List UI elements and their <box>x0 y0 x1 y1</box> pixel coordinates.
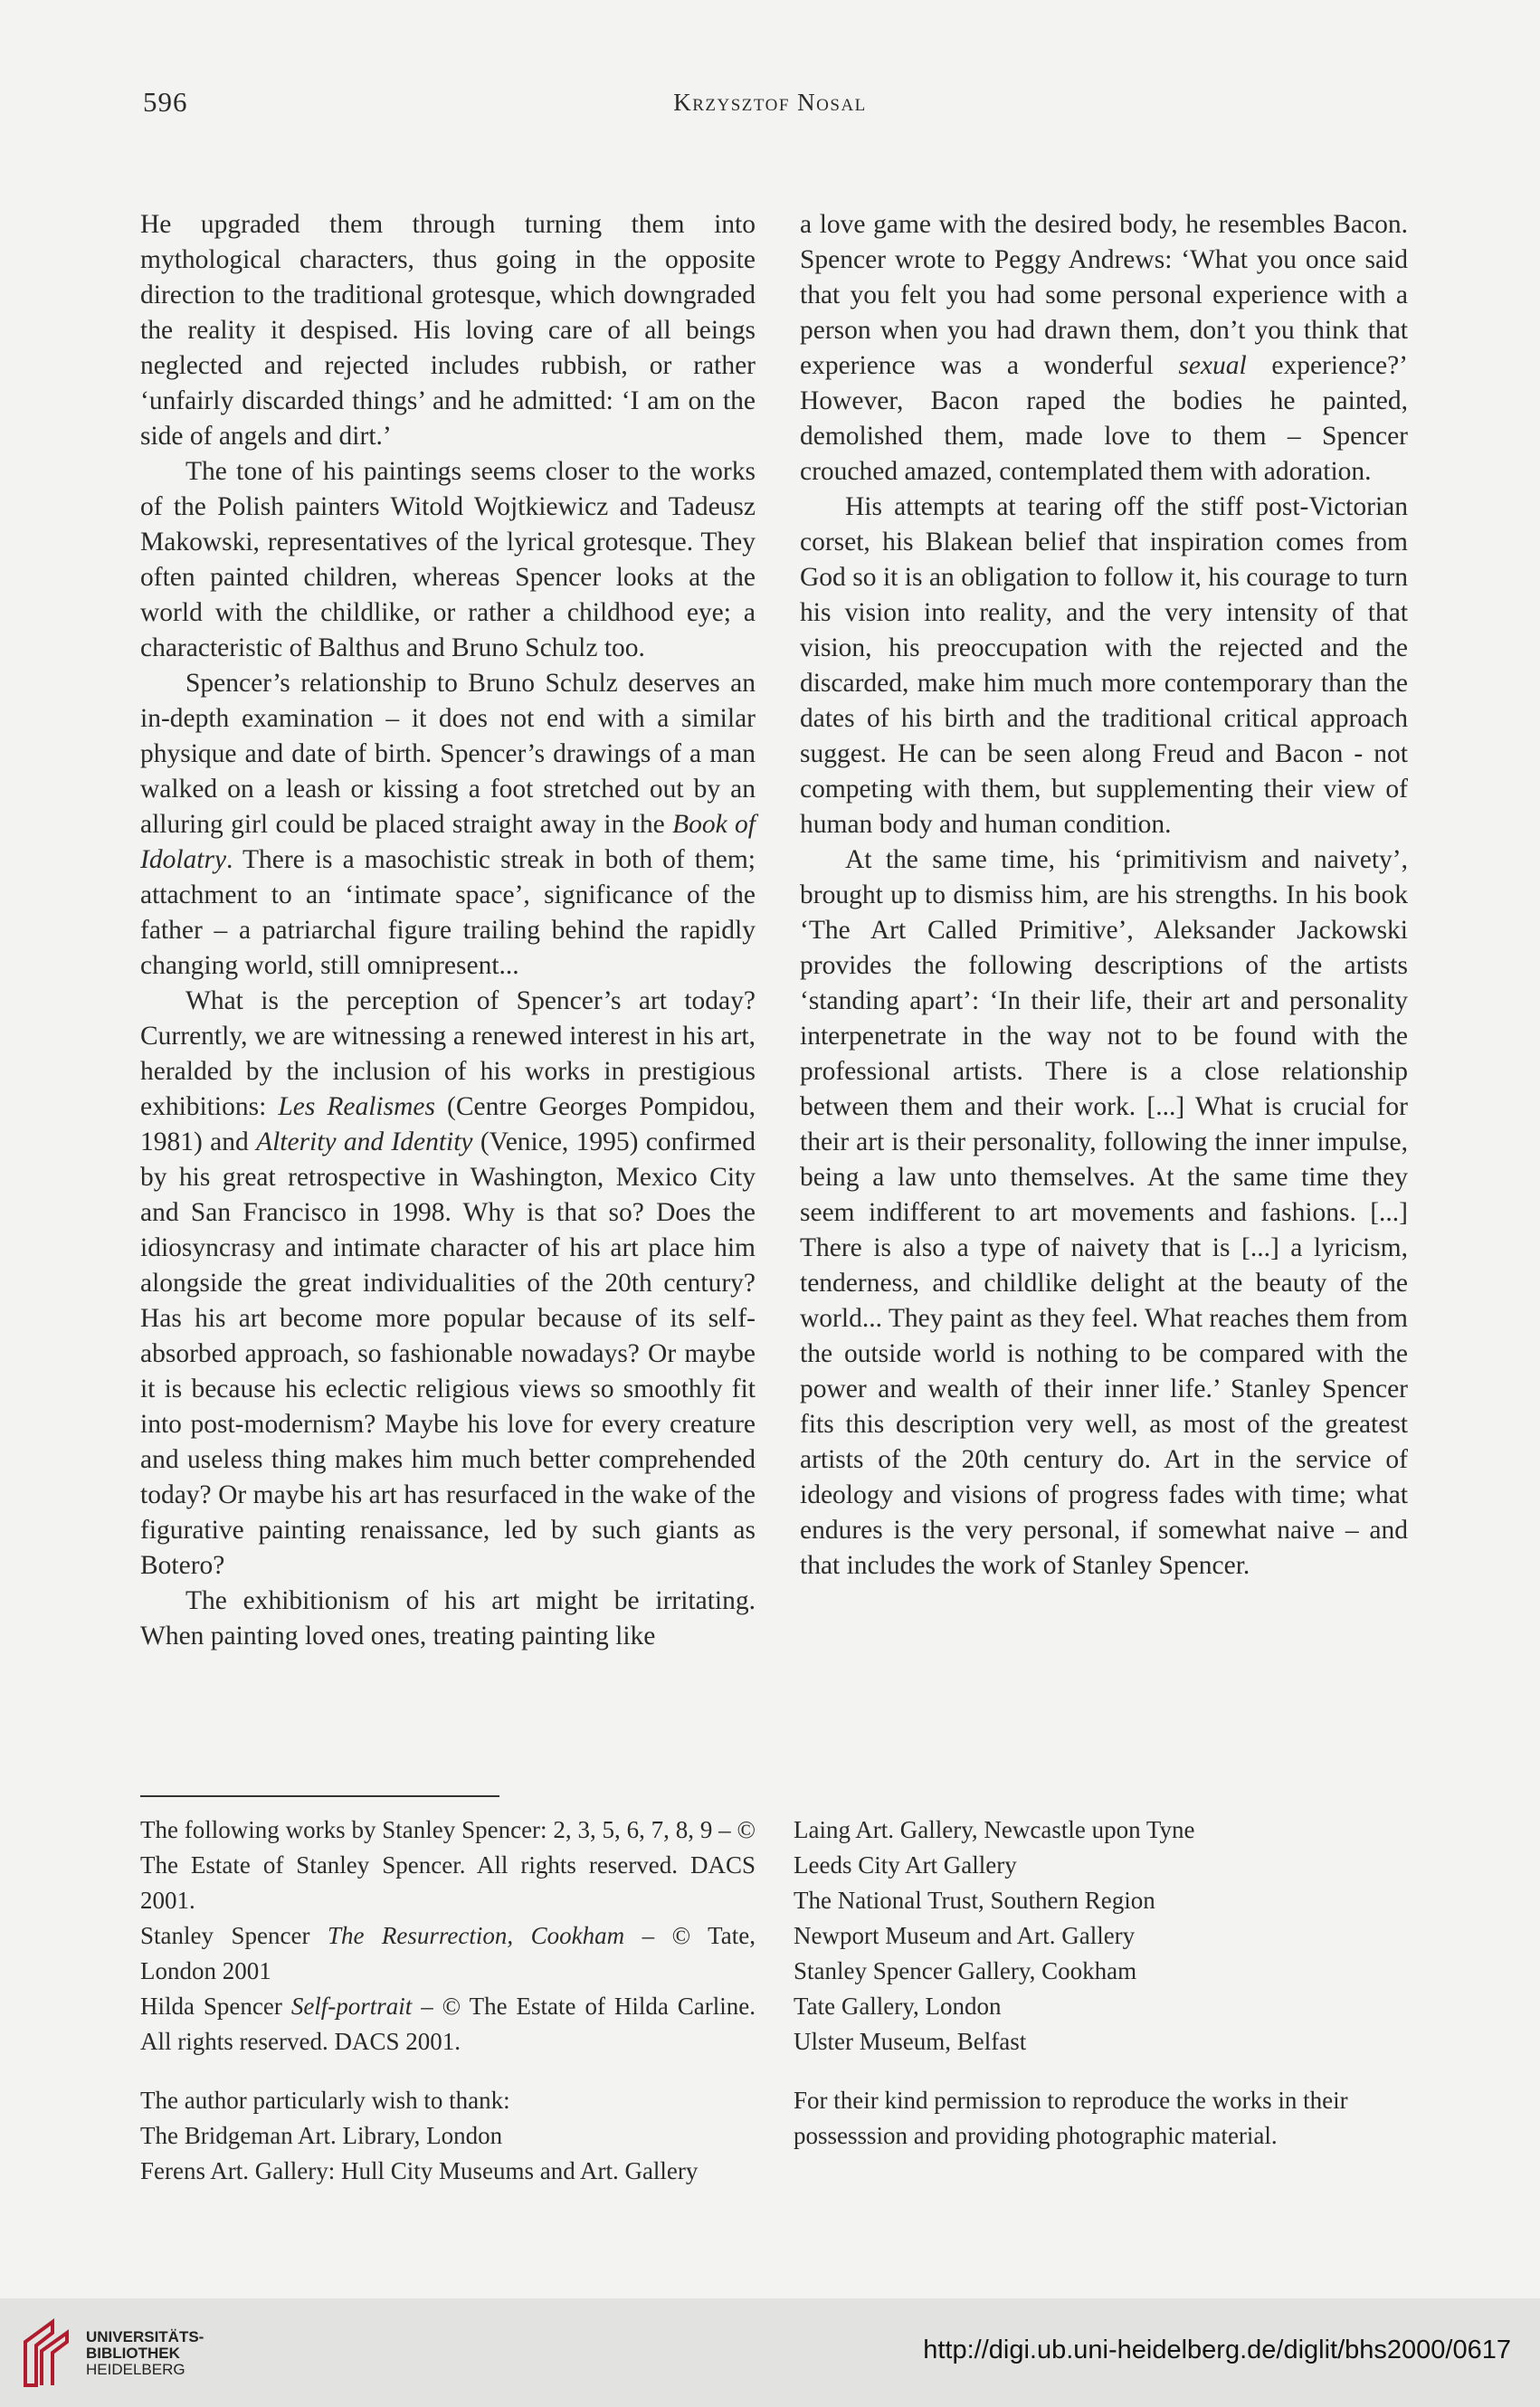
paragraph: His attempts at tearing off the stiff post-Victorian corset, his Blakean belief that inspiration comes from God so it is an obligation to follow it, his courage to turn his vision into reality, and the very intensity of that vision, his preoccupation with the rejected and the discarded, make him much more contemporary than the dates of his birth and the traditional critical approach suggest. He can be seen along Freud and Bacon - not competing with them, but supplementing their view of human body and human condition. <box>800 492 1408 839</box>
exhibition-title: Les Realismes <box>278 1092 435 1121</box>
running-head: Krzysztof Nosal <box>673 89 867 116</box>
credit-line: The following works by Stanley Spencer: 2, 3, 5, 6, 7, 8, 9 – © The Estate of Stanley Spencer. All rights reserved. DACS 2001. <box>140 1816 756 1914</box>
library-name: UNIVERSITÄTS- BIBLIOTHEK HEIDELBERG <box>86 2328 204 2378</box>
footnote-rule <box>140 1795 499 1797</box>
credit-line: Ulster Museum, Belfast <box>794 2028 1027 2055</box>
paragraph: The tone of his paintings seems closer to the works of the Polish painters Witold Wojtkiewicz and Tadeusz Makowski, representatives of the lyrical grotesque. They often painted children, whereas Spencer looks at the world with the childlike, or rather a childhood eye; a characteristic of Balthus and Bruno Schulz too. <box>140 457 756 662</box>
source-url[interactable]: http://digi.ub.uni-heidelberg.de/diglit/bhs2000/0617 <box>923 2336 1511 2364</box>
credit-line: Hilda Spencer Self-portrait – © The Estate of Hilda Carline. All rights reserved. DACS 2001. <box>140 1993 756 2055</box>
paragraph: The exhibitionism of his art might be irritating. When painting loved ones, treating painting like <box>140 1586 756 1651</box>
credit-line: The National Trust, Southern Region <box>794 1887 1155 1914</box>
emphasis: sexual <box>1178 351 1247 380</box>
thanks-right <box>794 2083 1409 2154</box>
thanks-line: For their kind permission to reproduce the works in their possesssion and providing photographic material. <box>794 2087 1348 2149</box>
left-column <box>140 207 756 1654</box>
credit-line: Stanley Spencer Gallery, Cookham <box>794 1957 1137 1984</box>
thanks-line: Ferens Art. Gallery: Hull City Museums and Art. Gallery <box>140 2157 699 2184</box>
paragraph: At the same time, his ‘primitivism and naivety’, brought up to dismiss him, are his strengths. In his book ‘The Art Called Primitive’, Aleksander Jackowski provides the following descriptions of the artists ‘standing apart’: ‘In their life, their art and personality interpenetrate in the way not to be found with the professional artists. There is a close relationship between them and their work. [...] What is crucial for their art is their personality, following the inner impulse, being a law unto themselves. At the same time they seem indifferent to art movements and fashions. [...] There is also a type of naivety that is [...] a lyricism, tenderness, and childlike delight at the beauty of the world... They paint as they feel. What reaches them from the outside world is nothing to be compared with the power and wealth of their inner life.’ Stanley Spencer fits this description very well, as most of the greatest artists of the 20th century do. Art in the service of ideology and visions of progress fades with time; what endures is the very personal, if somewhat naive – and that includes the work of Stanley Spencer. <box>800 845 1408 1580</box>
paragraph: a love game with the desired body, he resembles Bacon. Spencer wrote to Peggy Andrews: ‘What you once said that you felt you had some personal experience with a person when you had drawn them, don’t you think that experience was a wonderful sexual experience?’ However, Bacon raped the bodies he painted, demolished them, made love to them – Spencer crouched amazed, contemplated them with adoration. <box>800 210 1409 486</box>
paragraph: Spencer’s relationship to Bruno Schulz deserves an in-depth examination – it does not end with a similar physique and date of birth. Spencer’s drawings of a man walked on a leash or kissing a foot stretched out by an alluring girl could be placed straight away in the Book of Idolatry. There is a masochistic streak in both of them; attachment to an ‘intimate space’, significance of the father – a patriarchal figure trailing behind the rapidly changing world, still omnipresent... <box>140 669 756 980</box>
credit-line: Leeds City Art Gallery <box>794 1851 1017 1879</box>
paragraph: What is the perception of Spencer’s art today? Currently, we are witnessing a renewed interest in his art, heralded by the inclusion of his works in prestigious exhibitions: Les Realismes (Centre Georges Pompidou, 1981) and Alterity and Identity (Venice, 1995) confirmed by his great retrospective in Washington, Mexico City and San Francisco in 1998. Why is that so? Does the idiosyncrasy and intimate character of his art place him alongside the great individualities of the 20th century? Has his art become more popular because of its self-absorbed approach, so fashionable nowadays? Or maybe it is because his eclectic religious views so smoothly fit into post-modernism? Maybe his love for every creature and useless thing makes him much better comprehended today? Or maybe his art has resurfaced in the wake of the figurative painting renaissance, led by such giants as Botero? <box>140 986 756 1580</box>
credit-line: Stanley Spencer The Resurrection, Cookham – © Tate, London 2001 <box>140 1922 756 1984</box>
credits-right <box>794 1812 1409 2060</box>
thanks-left <box>140 2083 756 2189</box>
exhibition-title: Alterity and Identity <box>256 1127 473 1156</box>
book-title: Book of Idolatry <box>140 810 756 874</box>
credit-line: Tate Gallery, London <box>794 1993 1002 2020</box>
credit-line: Newport Museum and Art. Gallery <box>794 1922 1136 1949</box>
page-number: 596 <box>143 86 188 118</box>
right-column <box>800 207 1408 1584</box>
thanks-line: The Bridgeman Art. Library, London <box>140 2122 503 2149</box>
thanks-line: The author particularly wish to thank: <box>140 2087 510 2114</box>
credits-left <box>140 1812 756 2060</box>
paragraph: He upgraded them through turning them into mythological characters, thus going in the opposite direction to the traditional grotesque, which downgraded the reality it despised. His loving care of all beings neglected and rejected includes rubbish, or rather ‘unfairly discarded things’ and he admitted: ‘I am on the side of angels and dirt.’ <box>140 210 756 451</box>
university-library-logo-icon <box>16 2315 74 2391</box>
credit-line: Laing Art. Gallery, Newcastle upon Tyne <box>794 1816 1195 1843</box>
